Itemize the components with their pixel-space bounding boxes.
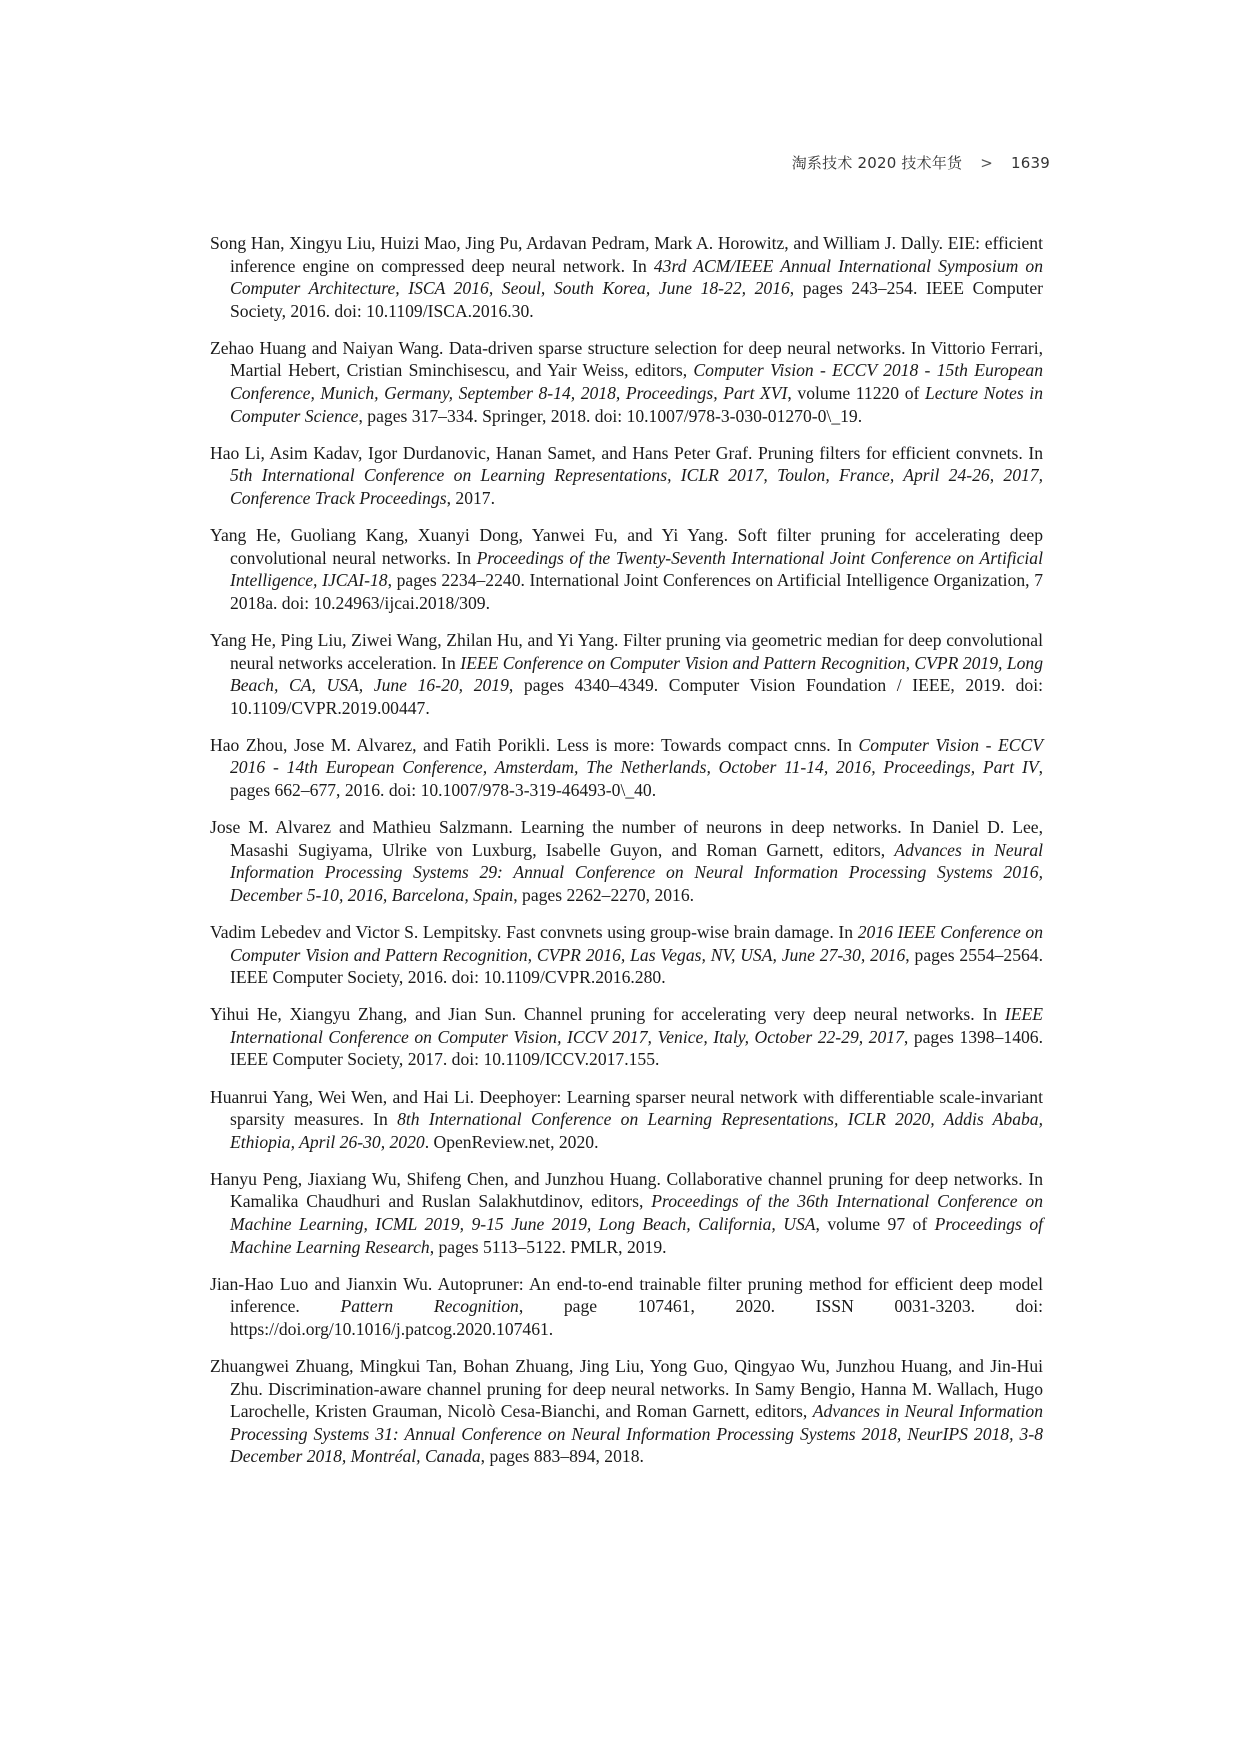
reference-text: , pages 2234–2240. International Joint Conferences on Artificial Intelligence Organization, 7 2018a. doi: 10.24963/ijcai.2018/309. xyxy=(230,570,1044,613)
header-separator: > xyxy=(980,154,994,172)
reference-venue: Computer Vision - ECCV 2018 - 15th European Conference, Munich, Germany, September 8-14, 2018, Proceedings, Part XVI xyxy=(230,360,1043,404)
reference-entry xyxy=(210,816,1043,906)
reference-text: Yihui He, Xiangyu Zhang, and Jian Sun. Channel pruning for accelerating very deep neural networks. In xyxy=(210,1004,1005,1025)
book-title: 淘系技术 2020 技术年货 xyxy=(791,154,963,172)
reference-entry xyxy=(210,232,1043,322)
reference-text: , volume 11220 of xyxy=(787,383,925,404)
reference-text: , pages 2554–2564. IEEE Computer Society, 2016. doi: 10.1109/CVPR.2016.280. xyxy=(230,944,1044,988)
reference-text: Hao Zhou, Jose M. Alvarez, and Fatih Porikli. Less is more: Towards compact cnns. In xyxy=(210,734,859,755)
reference-text: , pages 662–677, 2016. doi: 10.1007/978-3-319-46493-0\_40. xyxy=(230,757,1043,800)
reference-text: Huanrui Yang, Wei Wen, and Hai Li. Deephoyer: Learning sparser neural network with differentiable scale-invariant sparsity measures. In xyxy=(210,1086,1043,1130)
reference-venue: IEEE Conference on Computer Vision and Pattern Recognition, CVPR 2019, Long Beach, CA, USA, June 16-20, 2019 xyxy=(230,652,1044,696)
reference-venue: 5th International Conference on Learning Representations, ICLR 2017, Toulon, France, April 24-26, 2017, Conference Track Proceedings xyxy=(230,465,1043,508)
reference-text: Yang He, Guoliang Kang, Xuanyi Dong, Yanwei Fu, and Yi Yang. Soft filter pruning for accelerating deep convolutional neural networks. In xyxy=(210,525,1043,568)
reference-text: Song Han, Xingyu Liu, Huizi Mao, Jing Pu, Ardavan Pedram, Mark A. Horowitz, and William J. Dally. EIE: efficient inference engine on compressed deep neural network. In xyxy=(210,233,1043,276)
reference-text: , pages 4340–4349. Computer Vision Foundation / IEEE, 2019. doi: 10.1109/CVPR.2019.00447. xyxy=(230,675,1043,718)
reference-text: , page 107461, 2020. ISSN 0031-3203. doi: https://doi.org/10.1016/j.patcog.2020.107461. xyxy=(230,1296,1044,1339)
reference-venue: 8th International Conference on Learning Representations, ICLR 2020, Addis Ababa, Ethiopia, April 26-30, 2020 xyxy=(230,1109,1044,1152)
reference-text: Zehao Huang and Naiyan Wang. Data-driven sparse structure selection for deep neural networks. In Vittorio Ferrari, Martial Hebert, Cristian Sminchisescu, and Yair Weiss, editors, xyxy=(210,337,1043,381)
reference-text: Jose M. Alvarez and Mathieu Salzmann. Learning the number of neurons in deep networks. In Daniel D. Lee, Masashi Sugiyama, Ulrike von Luxburg, Isabelle Guyon, and Roman Garnett, editors, xyxy=(210,817,1043,860)
reference-text: , pages 243–254. IEEE Computer Society, 2016. doi: 10.1109/ISCA.2016.30. xyxy=(230,278,1043,321)
reference-list xyxy=(210,232,1043,1482)
reference-series: Proceedings of Machine Learning Research xyxy=(230,1213,1044,1257)
reference-text: Yang He, Ping Liu, Ziwei Wang, Zhilan Hu, and Yi Yang. Filter pruning via geometric median for deep convolutional neural networks acceleration. In xyxy=(210,629,1043,673)
reference-text: , pages 5113–5122. PMLR, 2019. xyxy=(429,1236,667,1257)
reference-entry xyxy=(210,1355,1043,1468)
reference-venue: Computer Vision - ECCV 2016 - 14th European Conference, Amsterdam, The Netherlands, October 11-14, 2016, Proceedings, Part IV xyxy=(230,734,1043,778)
reference-entry xyxy=(210,734,1043,802)
reference-text: Vadim Lebedev and Victor S. Lempitsky. Fast convnets using group-wise brain damage. In xyxy=(210,921,858,942)
reference-venue: 43rd ACM/IEEE Annual International Symposium on Computer Architecture, ISCA 2016, Seoul, South Korea, June 18-22, 2016 xyxy=(230,255,1043,299)
reference-entry xyxy=(210,442,1043,510)
reference-entry xyxy=(210,629,1043,719)
reference-venue: Pattern Recognition xyxy=(340,1296,519,1317)
reference-venue: IEEE International Conference on Computer Vision, ICCV 2017, Venice, Italy, October 22-29, 2017 xyxy=(230,1004,1043,1047)
reference-entry xyxy=(210,1273,1043,1341)
reference-entry xyxy=(210,1086,1043,1154)
reference-text: . OpenReview.net, 2020. xyxy=(424,1131,599,1152)
reference-venue: 2016 IEEE Conference on Computer Vision and Pattern Recognition, CVPR 2016, Las Vegas, NV, USA, June 27-30, 2016 xyxy=(230,921,1043,965)
reference-text: , pages 883–894, 2018. xyxy=(480,1446,644,1467)
reference-entry xyxy=(210,921,1043,989)
reference-venue: Proceedings of the Twenty-Seventh International Joint Conference on Artificial Intelligence, IJCAI-18 xyxy=(230,547,1043,591)
reference-venue: Advances in Neural Information Processing Systems 29: Annual Conference on Neural Information Processing Systems 2016, December 5-10, 2016, Barcelona, Spain xyxy=(230,839,1043,905)
reference-entry xyxy=(210,1003,1043,1071)
reference-series: Lecture Notes in Computer Science xyxy=(230,383,1043,426)
running-header xyxy=(792,152,1050,173)
reference-text: Hanyu Peng, Jiaxiang Wu, Shifeng Chen, and Junzhou Huang. Collaborative channel pruning for deep networks. In Kamalika Chaudhuri and Ruslan Salakhutdinov, editors, xyxy=(210,1168,1043,1212)
reference-text: , volume 97 of xyxy=(815,1213,935,1234)
reference-entry xyxy=(210,524,1043,614)
reference-venue: Proceedings of the 36th International Conference on Machine Learning, ICML 2019, 9-15 June 2019, Long Beach, California, USA xyxy=(230,1191,1043,1234)
reference-text: Jian-Hao Luo and Jianxin Wu. Autopruner: An end-to-end trainable filter pruning method for efficient deep model inference. xyxy=(210,1273,1043,1317)
reference-text: Zhuangwei Zhuang, Mingkui Tan, Bohan Zhuang, Jing Liu, Yong Guo, Qingyao Wu, Junzhou Huang, and Jin-Hui Zhu. Discrimination-aware channel pruning for deep neural networks. In Samy Bengio, Hanna M. Wallach, Hugo Larochelle, Kristen Grauman, Nicolò Cesa-Bianchi, and Roman Garnett, editors, xyxy=(210,1355,1043,1422)
reference-entry xyxy=(210,1168,1043,1258)
reference-venue: Advances in Neural Information Processing Systems 31: Annual Conference on Neural Information Processing Systems 2018, NeurIPS 2018, 3-8 December 2018, Montréal, Canada xyxy=(230,1401,1043,1467)
reference-entry xyxy=(210,337,1043,427)
page-number: 1639 xyxy=(1011,154,1050,172)
reference-text: Hao Li, Asim Kadav, Igor Durdanovic, Hanan Samet, and Hans Peter Graf. Pruning filters for efficient convnets. In xyxy=(210,442,1043,463)
reference-text: , pages 1398–1406. IEEE Computer Society, 2017. doi: 10.1109/ICCV.2017.155. xyxy=(230,1026,1043,1070)
reference-text: , pages 317–334. Springer, 2018. doi: 10.1007/978-3-030-01270-0\_19. xyxy=(358,405,863,426)
reference-text: , 2017. xyxy=(446,487,495,508)
reference-text: , pages 2262–2270, 2016. xyxy=(513,884,695,905)
